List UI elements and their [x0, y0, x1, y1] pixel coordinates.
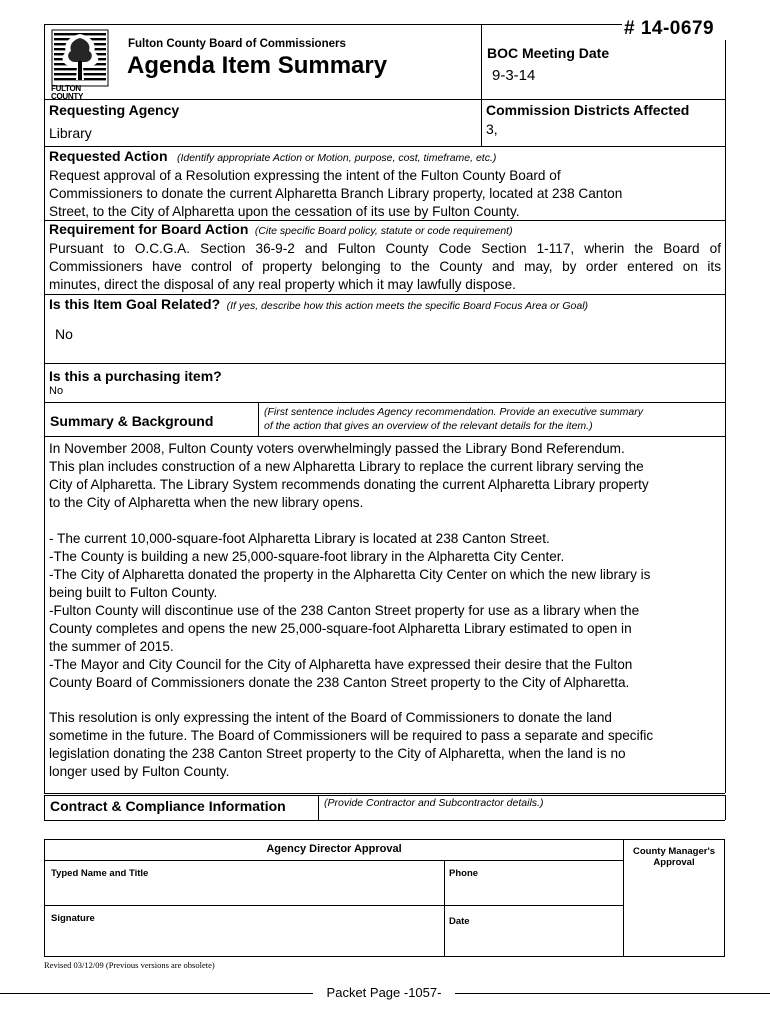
requirement-heading: [49, 220, 513, 239]
hint-line: (First sentence includes Agency recommendation. Provide an executive summary: [264, 406, 643, 418]
contract-label: Contract & Compliance Information: [50, 798, 286, 814]
doc-number: # 14-0679: [624, 18, 715, 39]
org-name: Fulton County Board of Commissioners: [128, 38, 346, 50]
summary-hint: [264, 405, 643, 433]
summary-paragraph-2: [49, 530, 650, 692]
text-line: In November 2008, Fulton County voters overwhelmingly passed the Library Bond Referendum.: [49, 441, 625, 456]
requested-action-heading: [49, 147, 496, 166]
agency-director-approval-label: Agency Director Approval: [266, 843, 402, 855]
tree-logo-icon: [51, 28, 109, 92]
text-line: to the City of Alpharetta when the new library opens.: [49, 495, 364, 510]
commission-districts-value: 3,: [486, 121, 498, 137]
requesting-agency-label: Requesting Agency: [49, 102, 180, 118]
goal-value: No: [55, 326, 73, 342]
text-line: Commissioners to donate the current Alpharetta Branch Library property, located at 238 Canton: [49, 186, 623, 201]
signature-label: Signature: [51, 913, 95, 924]
requested-action-label: Requested Action: [49, 148, 168, 164]
county-manager-label: County Manager's: [633, 846, 715, 857]
requesting-agency-value: Library: [49, 125, 92, 141]
text-line: longer used by Fulton County.: [49, 764, 230, 779]
summary-paragraph-3: [49, 709, 653, 781]
text-line: sometime in the future. The Board of Commissioners will be required to pass a separate and specific: [49, 728, 654, 743]
typed-name-label: Typed Name and Title: [51, 868, 149, 879]
text-line: being built to Fulton County.: [49, 585, 218, 600]
packet-page: Packet Page -1057-: [326, 985, 442, 1000]
goal-hint: (If yes, describe how this action meets the specific Board Focus Area or Goal): [226, 300, 589, 312]
summary-paragraph-1: [49, 440, 649, 512]
text-line: -Fulton County will discontinue use of the 238 Canton Street property for use as a library when the: [49, 603, 640, 618]
purchasing-value: No: [49, 385, 64, 397]
text-line: Commissioners have control of property belonging to the County and may, by order entered on its: [49, 259, 721, 274]
fulton-county-logo: [51, 28, 109, 101]
text-line: minutes, direct the disposal of any real property which it may lawfully dispose.: [49, 277, 516, 292]
goal-heading: [49, 295, 588, 314]
text-line: County completes and opens the new 25,000-square-foot Alpharetta Library estimated to open in: [49, 621, 632, 636]
logo-text: FULTON COUNTY: [51, 84, 83, 101]
text-line: County Board of Commissioners donate the 238 Canton Street property to the City of Alpharetta.: [49, 675, 630, 690]
goal-label: Is this Item Goal Related?: [49, 296, 221, 312]
commission-districts-label: Commission Districts Affected: [486, 102, 690, 118]
boc-meeting-date: 9-3-14: [492, 67, 536, 84]
text-line: - The current 10,000-square-foot Alpharetta Library is located at 238 Canton Street.: [49, 531, 550, 546]
text-line: Street, to the City of Alpharetta upon the cessation of its use by Fulton County.: [49, 204, 520, 219]
requested-action-text: [49, 167, 622, 221]
text-line: -The County is building a new 25,000-square-foot library in the Alpharetta City Center.: [49, 549, 565, 564]
boc-meeting-label: BOC Meeting Date: [487, 45, 610, 61]
requirement-hint: (Cite specific Board policy, statute or code requirement): [254, 225, 513, 237]
text-line: Request approval of a Resolution expressing the intent of the Fulton County Board of: [49, 168, 561, 183]
requirement-label: Requirement for Board Action: [49, 221, 249, 237]
text-line: -The City of Alpharetta donated the property in the Alpharetta City Center on which the new library is: [49, 567, 651, 582]
revised-note: Revised 03/12/09 (Previous versions are obsolete): [44, 960, 215, 970]
page-title: Agenda Item Summary: [127, 52, 388, 79]
hint-line: of the action that gives an overview of the relevant details for the item.): [264, 420, 593, 432]
text-line: This resolution is only expressing the intent of the Board of Commissioners to donate the land: [49, 710, 612, 725]
text-line: City of Alpharetta. The Library System recommends donating the current Alpharetta Library property: [49, 477, 649, 492]
text-line: -The Mayor and City Council for the City of Alpharetta have expressed their desire that the Fulton: [49, 657, 633, 672]
phone-label: Phone: [449, 868, 479, 879]
requested-action-hint: (Identify appropriate Action or Motion, purpose, cost, timeframe, etc.): [176, 152, 497, 164]
purchasing-label: Is this a purchasing item?: [49, 368, 222, 384]
date-label: Date: [449, 916, 470, 927]
text-line: legislation donating the 238 Canton Street property to the City of Alpharetta, when the land is no: [49, 746, 626, 761]
summary-label: Summary & Background: [50, 413, 214, 429]
county-manager-approval: [624, 846, 724, 868]
text-line: Pursuant to O.C.G.A. Section 36-9-2 and Fulton County Code Section 1-117, wherin the Board of: [49, 241, 721, 256]
requirement-text: [49, 240, 721, 294]
text-line: This plan includes construction of a new Alpharetta Library to replace the current library serving the: [49, 459, 644, 474]
county-manager-label: Approval: [653, 857, 695, 868]
text-line: the summer of 2015.: [49, 639, 174, 654]
contract-hint: (Provide Contractor and Subcontractor details.): [324, 797, 544, 809]
